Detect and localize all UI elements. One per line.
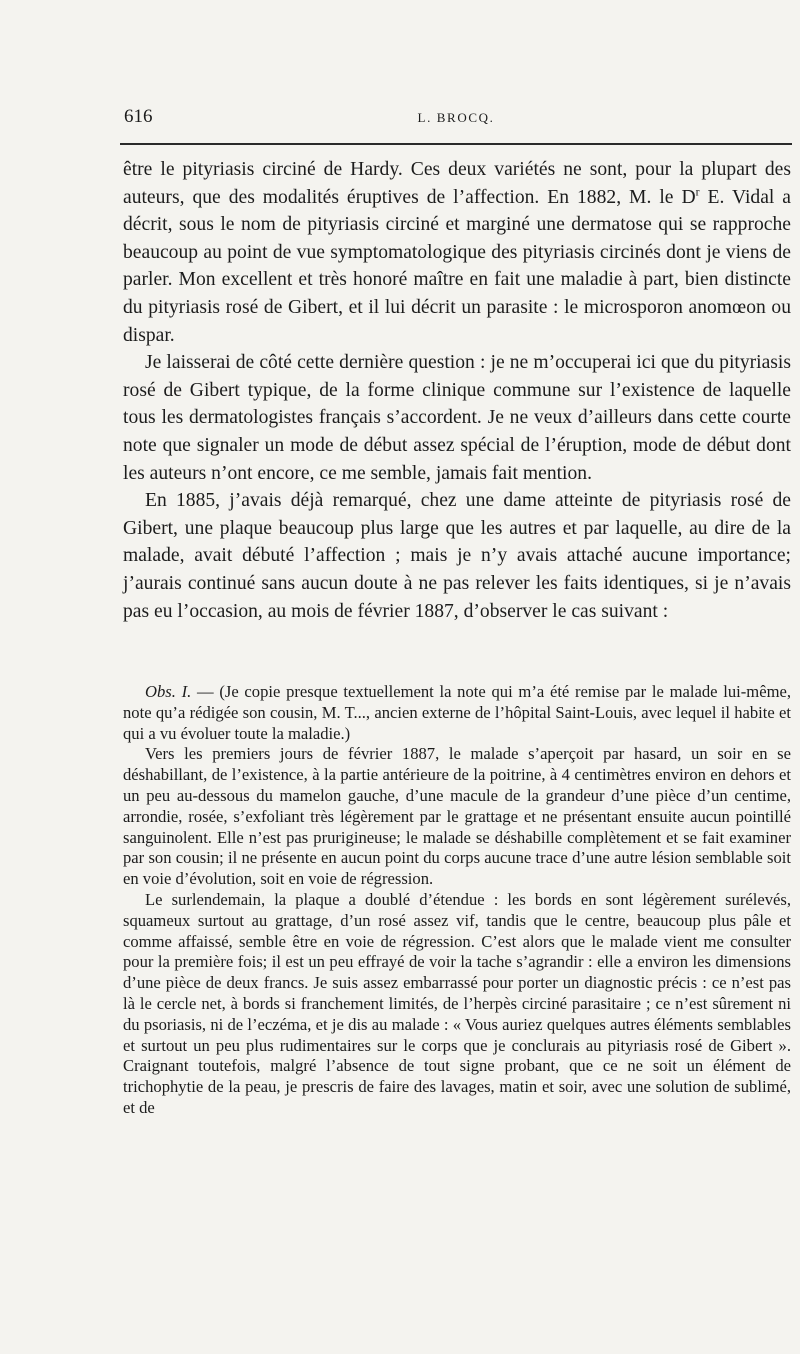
observation-paragraph-1: Vers les premiers jours de février 1887, le malade s’aperçoit par hasard, un soir en se déshabillant, de l’existence, à la partie antérieure de la poitrine, à 4 centimètres environ en dehors et un peu au-dessous du mamelon gauche, d’une macule de la grandeur d’une pièce d’un centime, arrondie, rosée, s’exfoliant très légèrement par le grattage et ne présentant ensuite aucun pointillé sanguinolent. Elle n’est pas prurigineuse; le malade se déshabille complètement et se fait examiner par son cousin; il ne présente en aucun point du corps aucune trace d’une autre lésion semblable soit en voie d’évolution, soit en voie de régression. [123, 744, 791, 889]
observation-block [123, 682, 791, 1119]
header-rule [120, 143, 792, 145]
paragraph-3: En 1885, j’avais déjà remarqué, chez une dame atteinte de pityriasis rosé de Gibert, une plaque beaucoup plus large que les autres et par laquelle, au dire de la malade, avait débuté l’affection ; mais je n’y avais attaché aucune importance; j’aurais continué sans aucun doute à ne pas relever les faits identiques, si je n’avais pas eu l’occasion, au mois de février 1887, d’observer le cas suivant : [123, 490, 791, 622]
observation-paragraph-2: Le surlendemain, la plaque a doublé d’étendue : les bords en sont légèrement surélevés, squameux surtout au grattage, d’un rosé assez vif, tandis que le centre, beaucoup plus pâle et comme affaissé, semble être en voie de régression. C’est alors que le malade vient me consulter pour la première fois; il est un peu effrayé de voir la tache s’agrandir : elle a environ les dimensions d’une pièce de deux francs. Je suis assez embarrassé pour porter un diagnostic précis : ce n’est pas là le cercle net, à bords si franchement limités, de l’herpès circiné parasitaire ; ce n’est sûrement ni du psoriasis, ni de l’eczéma, et je dis au malade : « Vous auriez quelques autres éléments semblables et surtout un peu plus rudimentaires sur le corps que je conclurais au pityriasis rosé de Gibert ». Craignant toutefois, malgré l’absence de tout signe probant, que ce ne soit un élément de trichophytie de la peau, je prescris de faire des lavages, matin et soir, avec une solution de sublimé, et de [123, 889, 791, 1117]
running-title: L. BROCQ. [417, 110, 495, 125]
page-header [120, 106, 792, 134]
main-text [123, 156, 791, 625]
paragraph-2: Je laisserai de côté cette dernière question : je ne m’occuperai ici que du pityriasis rosé de Gibert typique, de la forme clinique commune sur l’existence de laquelle tous les dermatologistes français s’accordent. Je ne veux d’ailleurs dans cette courte note que signaler un mode de début assez spécial de l’éruption, mode de début dont les auteurs n’ont encore, ce me semble, jamais fait mention. [123, 352, 791, 484]
observation-label: Obs. I. [145, 682, 192, 701]
paragraph-1: être le pityriasis circiné de Hardy. Ces deux variétés ne sont, pour la plupart des auteurs, que des modalités éruptives de l’affection. En 1882, M. le $D^r$ E. Vidal a décrit, sous le nom de pityriasis circiné et marginé une dermatose qui se rapproche beaucoup au point de vue symptomatologique des pityriasis circinés dont je viens de parler. Mon excellent et très honoré maître en fait une maladie à part, bien distincte du pityriasis rosé de Gibert, et il lui décrit un parasite : le microsporon anomœon ou dispar. [123, 159, 791, 346]
page-number: 616 [124, 106, 153, 127]
superscript: r [695, 185, 700, 199]
observation-intro: Obs. I. — (Je copie presque textuellement la note qui m’a été remise par le malade lui-même, note qu’a rédigée son cousin, M. T..., ancien externe de l’hôpital Saint-Louis, avec lequel il habite et qui a vu évoluer toute la maladie.) [123, 682, 791, 743]
